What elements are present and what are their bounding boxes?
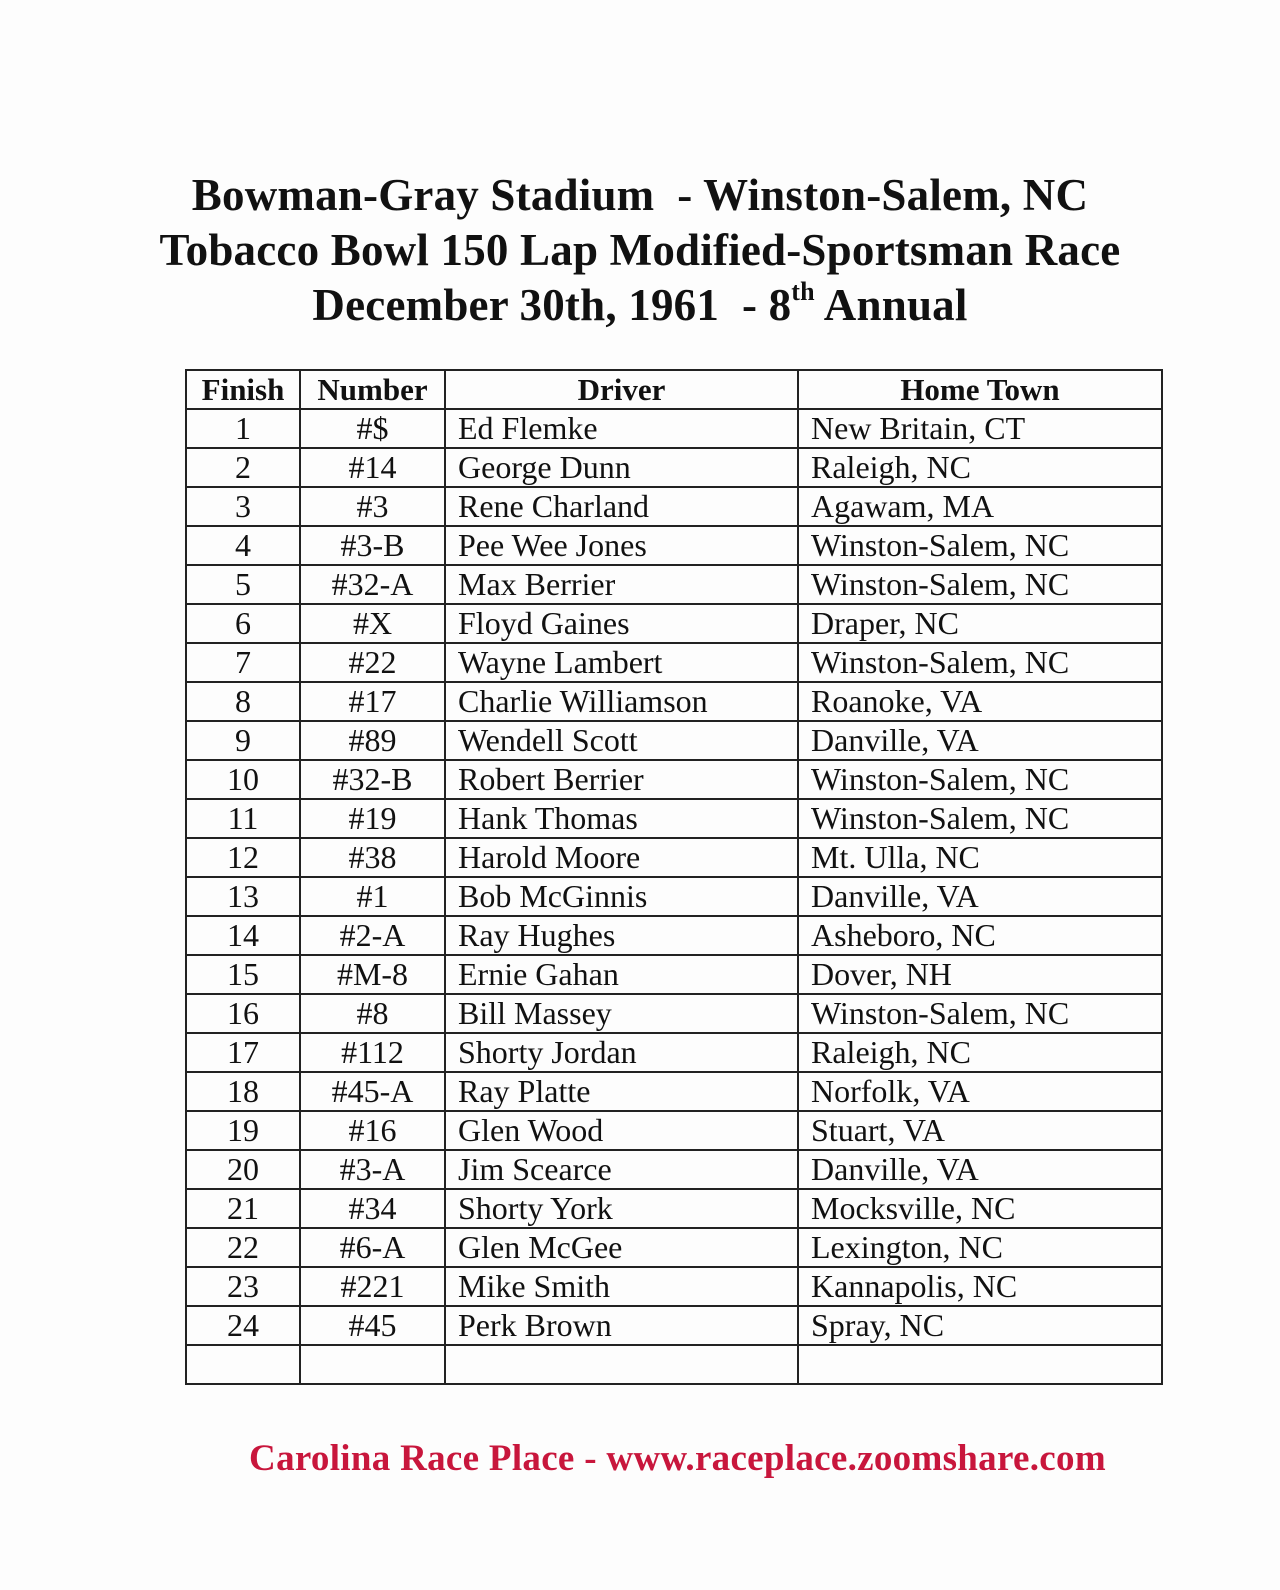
header-finish: Finish xyxy=(186,370,300,409)
cell-finish: 20 xyxy=(186,1150,300,1189)
cell-home-town: New Britain, CT xyxy=(798,409,1162,448)
header-home-town: Home Town xyxy=(798,370,1162,409)
cell-number: #2-A xyxy=(300,916,445,955)
table-row xyxy=(186,1228,1162,1267)
cell-home-town: Dover, NH xyxy=(798,955,1162,994)
cell-number: #X xyxy=(300,604,445,643)
cell-finish: 19 xyxy=(186,1111,300,1150)
footer-credit: Carolina Race Place - www.raceplace.zoomshare.com xyxy=(249,1438,1106,1479)
title-race-line: Tobacco Bowl 150 Lap Modified-Sportsman Race xyxy=(159,225,1121,275)
results-table xyxy=(185,369,1163,1385)
cell-driver: Shorty York xyxy=(445,1189,798,1228)
cell-finish: 7 xyxy=(186,643,300,682)
cell-finish: 15 xyxy=(186,955,300,994)
cell-home-town: Raleigh, NC xyxy=(798,1033,1162,1072)
cell-home-town: Winston-Salem, NC xyxy=(798,760,1162,799)
cell-driver: Mike Smith xyxy=(445,1267,798,1306)
cell-driver: Max Berrier xyxy=(445,565,798,604)
title-date-text: December 30th, 1961 - 8 xyxy=(312,280,792,330)
cell-driver: Ray Platte xyxy=(445,1072,798,1111)
cell-driver: Harold Moore xyxy=(445,838,798,877)
cell-driver: Pee Wee Jones xyxy=(445,526,798,565)
cell-finish: 6 xyxy=(186,604,300,643)
cell-driver: Glen McGee xyxy=(445,1228,798,1267)
table-row xyxy=(186,1306,1162,1345)
cell-home-town: Spray, NC xyxy=(798,1306,1162,1345)
cell-number: #6-A xyxy=(300,1228,445,1267)
cell-home-town: Asheboro, NC xyxy=(798,916,1162,955)
cell-driver: Jim Scearce xyxy=(445,1150,798,1189)
cell-driver: Wayne Lambert xyxy=(445,643,798,682)
cell-number: #32-B xyxy=(300,760,445,799)
cell-number: #$ xyxy=(300,409,445,448)
cell-home-town: Winston-Salem, NC xyxy=(798,565,1162,604)
cell-finish: 17 xyxy=(186,1033,300,1072)
cell-driver: Rene Charland xyxy=(445,487,798,526)
cell-number: #14 xyxy=(300,448,445,487)
table-row xyxy=(186,721,1162,760)
cell-finish: 13 xyxy=(186,877,300,916)
cell-finish: 18 xyxy=(186,1072,300,1111)
table-row xyxy=(186,526,1162,565)
table-row xyxy=(186,448,1162,487)
cell-finish: 2 xyxy=(186,448,300,487)
cell-home-town: Kannapolis, NC xyxy=(798,1267,1162,1306)
cell-finish: 4 xyxy=(186,526,300,565)
cell-number-empty xyxy=(300,1345,445,1384)
cell-home-town: Mocksville, NC xyxy=(798,1189,1162,1228)
cell-home-town: Winston-Salem, NC xyxy=(798,799,1162,838)
table-row-empty xyxy=(186,1345,1162,1384)
cell-number: #1 xyxy=(300,877,445,916)
cell-home-town: Roanoke, VA xyxy=(798,682,1162,721)
cell-finish: 12 xyxy=(186,838,300,877)
table-row xyxy=(186,760,1162,799)
table-row xyxy=(186,877,1162,916)
cell-number: #32-A xyxy=(300,565,445,604)
cell-finish: 9 xyxy=(186,721,300,760)
cell-finish: 1 xyxy=(186,409,300,448)
cell-driver: Perk Brown xyxy=(445,1306,798,1345)
title-date-line xyxy=(0,278,1280,339)
cell-number: #M-8 xyxy=(300,955,445,994)
cell-finish: 5 xyxy=(186,565,300,604)
cell-driver: Shorty Jordan xyxy=(445,1033,798,1072)
table-row xyxy=(186,1111,1162,1150)
title-annual-text: Annual xyxy=(814,280,968,330)
cell-driver: Hank Thomas xyxy=(445,799,798,838)
cell-finish: 16 xyxy=(186,994,300,1033)
cell-driver-empty xyxy=(445,1345,798,1384)
cell-driver: Robert Berrier xyxy=(445,760,798,799)
table-row xyxy=(186,682,1162,721)
table-row xyxy=(186,565,1162,604)
cell-number: #17 xyxy=(300,682,445,721)
table-row xyxy=(186,799,1162,838)
title-ordinal-suffix: th xyxy=(791,277,815,306)
cell-home-town: Agawam, MA xyxy=(798,487,1162,526)
cell-finish: 23 xyxy=(186,1267,300,1306)
cell-number: #89 xyxy=(300,721,445,760)
cell-driver: Wendell Scott xyxy=(445,721,798,760)
cell-number: #45 xyxy=(300,1306,445,1345)
cell-number: #38 xyxy=(300,838,445,877)
cell-number: #221 xyxy=(300,1267,445,1306)
table-row xyxy=(186,487,1162,526)
cell-number: #19 xyxy=(300,799,445,838)
results-body xyxy=(186,409,1162,1384)
cell-finish: 10 xyxy=(186,760,300,799)
cell-home-town: Lexington, NC xyxy=(798,1228,1162,1267)
cell-home-town: Danville, VA xyxy=(798,721,1162,760)
table-row xyxy=(186,994,1162,1033)
cell-home-town: Danville, VA xyxy=(798,877,1162,916)
cell-number: #3 xyxy=(300,487,445,526)
table-row xyxy=(186,409,1162,448)
cell-driver: Ed Flemke xyxy=(445,409,798,448)
cell-home-town: Danville, VA xyxy=(798,1150,1162,1189)
cell-driver: Bob McGinnis xyxy=(445,877,798,916)
table-row xyxy=(186,1150,1162,1189)
cell-finish: 11 xyxy=(186,799,300,838)
cell-driver: Ray Hughes xyxy=(445,916,798,955)
table-row xyxy=(186,838,1162,877)
table-row xyxy=(186,1072,1162,1111)
cell-home-town: Mt. Ulla, NC xyxy=(798,838,1162,877)
title-venue-line: Bowman-Gray Stadium - Winston-Salem, NC xyxy=(191,170,1089,220)
cell-home-town: Winston-Salem, NC xyxy=(798,994,1162,1033)
cell-home-town: Winston-Salem, NC xyxy=(798,643,1162,682)
cell-driver: Charlie Williamson xyxy=(445,682,798,721)
document-title xyxy=(0,168,1280,339)
cell-home-town: Norfolk, VA xyxy=(798,1072,1162,1111)
table-row xyxy=(186,1033,1162,1072)
cell-number: #3-B xyxy=(300,526,445,565)
cell-finish: 21 xyxy=(186,1189,300,1228)
header-number: Number xyxy=(300,370,445,409)
cell-finish: 22 xyxy=(186,1228,300,1267)
cell-home-town: Draper, NC xyxy=(798,604,1162,643)
cell-number: #16 xyxy=(300,1111,445,1150)
cell-home-town: Winston-Salem, NC xyxy=(798,526,1162,565)
cell-number: #112 xyxy=(300,1033,445,1072)
cell-number: #22 xyxy=(300,643,445,682)
cell-home-town-empty xyxy=(798,1345,1162,1384)
table-row xyxy=(186,643,1162,682)
cell-number: #45-A xyxy=(300,1072,445,1111)
table-row xyxy=(186,955,1162,994)
cell-driver: Ernie Gahan xyxy=(445,955,798,994)
cell-driver: Floyd Gaines xyxy=(445,604,798,643)
cell-number: #34 xyxy=(300,1189,445,1228)
header-driver: Driver xyxy=(445,370,798,409)
cell-driver: Glen Wood xyxy=(445,1111,798,1150)
table-row xyxy=(186,1189,1162,1228)
cell-finish: 8 xyxy=(186,682,300,721)
table-row xyxy=(186,1267,1162,1306)
cell-driver: Bill Massey xyxy=(445,994,798,1033)
cell-home-town: Stuart, VA xyxy=(798,1111,1162,1150)
cell-finish-empty xyxy=(186,1345,300,1384)
cell-number: #8 xyxy=(300,994,445,1033)
cell-number: #3-A xyxy=(300,1150,445,1189)
table-header-row xyxy=(186,370,1162,409)
cell-finish: 24 xyxy=(186,1306,300,1345)
cell-driver: George Dunn xyxy=(445,448,798,487)
cell-home-town: Raleigh, NC xyxy=(798,448,1162,487)
cell-finish: 3 xyxy=(186,487,300,526)
cell-finish: 14 xyxy=(186,916,300,955)
table-row xyxy=(186,916,1162,955)
table-row xyxy=(186,604,1162,643)
